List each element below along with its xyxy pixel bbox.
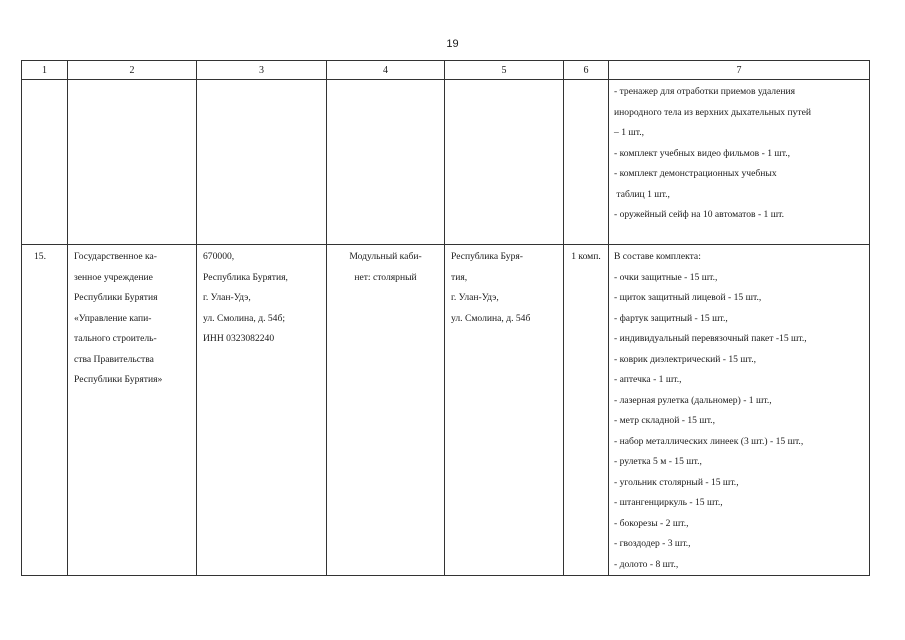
location-line: г. Улан-Удэ, bbox=[451, 292, 499, 303]
cell-address-inn bbox=[197, 245, 327, 576]
organization-line: ства Правительства bbox=[74, 353, 154, 365]
equipment-table bbox=[21, 60, 870, 576]
organization-line: «Управление капи- bbox=[74, 312, 152, 324]
table-row-continuation bbox=[22, 80, 870, 245]
list-item: - фартук защитный - 15 шт., bbox=[614, 312, 728, 324]
list-item: – 1 шт., bbox=[614, 127, 645, 138]
list-item: - долото - 8 шт., bbox=[614, 558, 679, 570]
cell-empty bbox=[445, 80, 564, 245]
location-line: тия, bbox=[451, 271, 468, 283]
cell-empty bbox=[68, 80, 197, 245]
cell-empty bbox=[22, 80, 68, 245]
object-line: Модульный каби- bbox=[349, 251, 422, 262]
cell-empty bbox=[564, 80, 609, 245]
list-item: - рулетка 5 м - 15 шт., bbox=[614, 456, 702, 467]
column-header-2: 2 bbox=[68, 61, 197, 80]
list-item: инородного тела из верхних дыхательных путей bbox=[614, 106, 812, 118]
object-line: нет: столярный bbox=[354, 271, 417, 283]
list-heading: В составе комплекта: bbox=[614, 251, 701, 262]
header-row bbox=[22, 61, 870, 80]
address-line: г. Улан-Удэ, bbox=[203, 292, 251, 303]
organization-line: Республики Бурятия» bbox=[74, 374, 163, 385]
inn-line: ИНН 0323082240 bbox=[203, 333, 275, 344]
list-item: - тренажер для отработки приемов удаления bbox=[614, 86, 796, 97]
cell-location bbox=[445, 245, 564, 576]
column-header-1: 1 bbox=[22, 61, 68, 80]
cell-quantity: 1 комп. bbox=[564, 245, 609, 576]
organization-line: Республики Бурятия bbox=[74, 292, 158, 303]
list-item: - аптечка - 1 шт., bbox=[614, 374, 682, 385]
list-item: - очки защитные - 15 шт., bbox=[614, 271, 718, 283]
address-line: ул. Смолина, д. 54б; bbox=[203, 312, 286, 324]
column-header-5: 5 bbox=[445, 61, 564, 80]
list-item: - комплект демонстрационных учебных bbox=[614, 168, 777, 179]
location-line: ул. Смолина, д. 54б bbox=[451, 312, 531, 324]
cell-object-name bbox=[327, 245, 445, 576]
cell-empty bbox=[197, 80, 327, 245]
list-item: - гвоздодер - 3 шт., bbox=[614, 538, 691, 549]
column-header-4: 4 bbox=[327, 61, 445, 80]
column-header-7: 7 bbox=[609, 61, 870, 80]
list-item: - лазерная рулетка (дальномер) - 1 шт., bbox=[614, 394, 772, 406]
cell-organization bbox=[68, 245, 197, 576]
cell-row-number: 15. bbox=[22, 245, 68, 576]
table-row-15 bbox=[22, 245, 870, 576]
cell-empty bbox=[327, 80, 445, 245]
address-line: Республика Бурятия, bbox=[203, 271, 288, 283]
list-item: - коврик диэлектрический - 15 шт., bbox=[614, 353, 757, 365]
list-item: - щиток защитный лицевой - 15 шт., bbox=[614, 292, 762, 303]
list-item: - метр складной - 15 шт., bbox=[614, 415, 715, 426]
organization-line: тального строитель- bbox=[74, 333, 157, 344]
list-item: - оружейный сейф на 10 автоматов - 1 шт. bbox=[614, 209, 784, 220]
list-item: - бокорезы - 2 шт., bbox=[614, 517, 689, 529]
cell-equipment-list-continued bbox=[609, 80, 870, 245]
cell-equipment-list bbox=[609, 245, 870, 576]
list-item: - комплект учебных видео фильмов - 1 шт., bbox=[614, 147, 791, 159]
organization-line: Государственное ка- bbox=[74, 251, 157, 262]
page-number: 19 bbox=[446, 38, 459, 50]
list-item: таблиц 1 шт., bbox=[614, 188, 670, 200]
organization-line: зенное учреждение bbox=[74, 271, 153, 283]
list-item: - штангенциркуль - 15 шт., bbox=[614, 497, 723, 508]
list-item: - набор металлических линеек (3 шт.) - 15 шт., bbox=[614, 435, 804, 447]
list-item: - индивидуальный перевязочный пакет -15 шт., bbox=[614, 333, 807, 344]
column-header-6: 6 bbox=[564, 61, 609, 80]
address-line: 670000, bbox=[203, 251, 235, 262]
column-header-3: 3 bbox=[197, 61, 327, 80]
location-line: Республика Буря- bbox=[451, 251, 523, 262]
list-item: - угольник столярный - 15 шт., bbox=[614, 476, 739, 488]
